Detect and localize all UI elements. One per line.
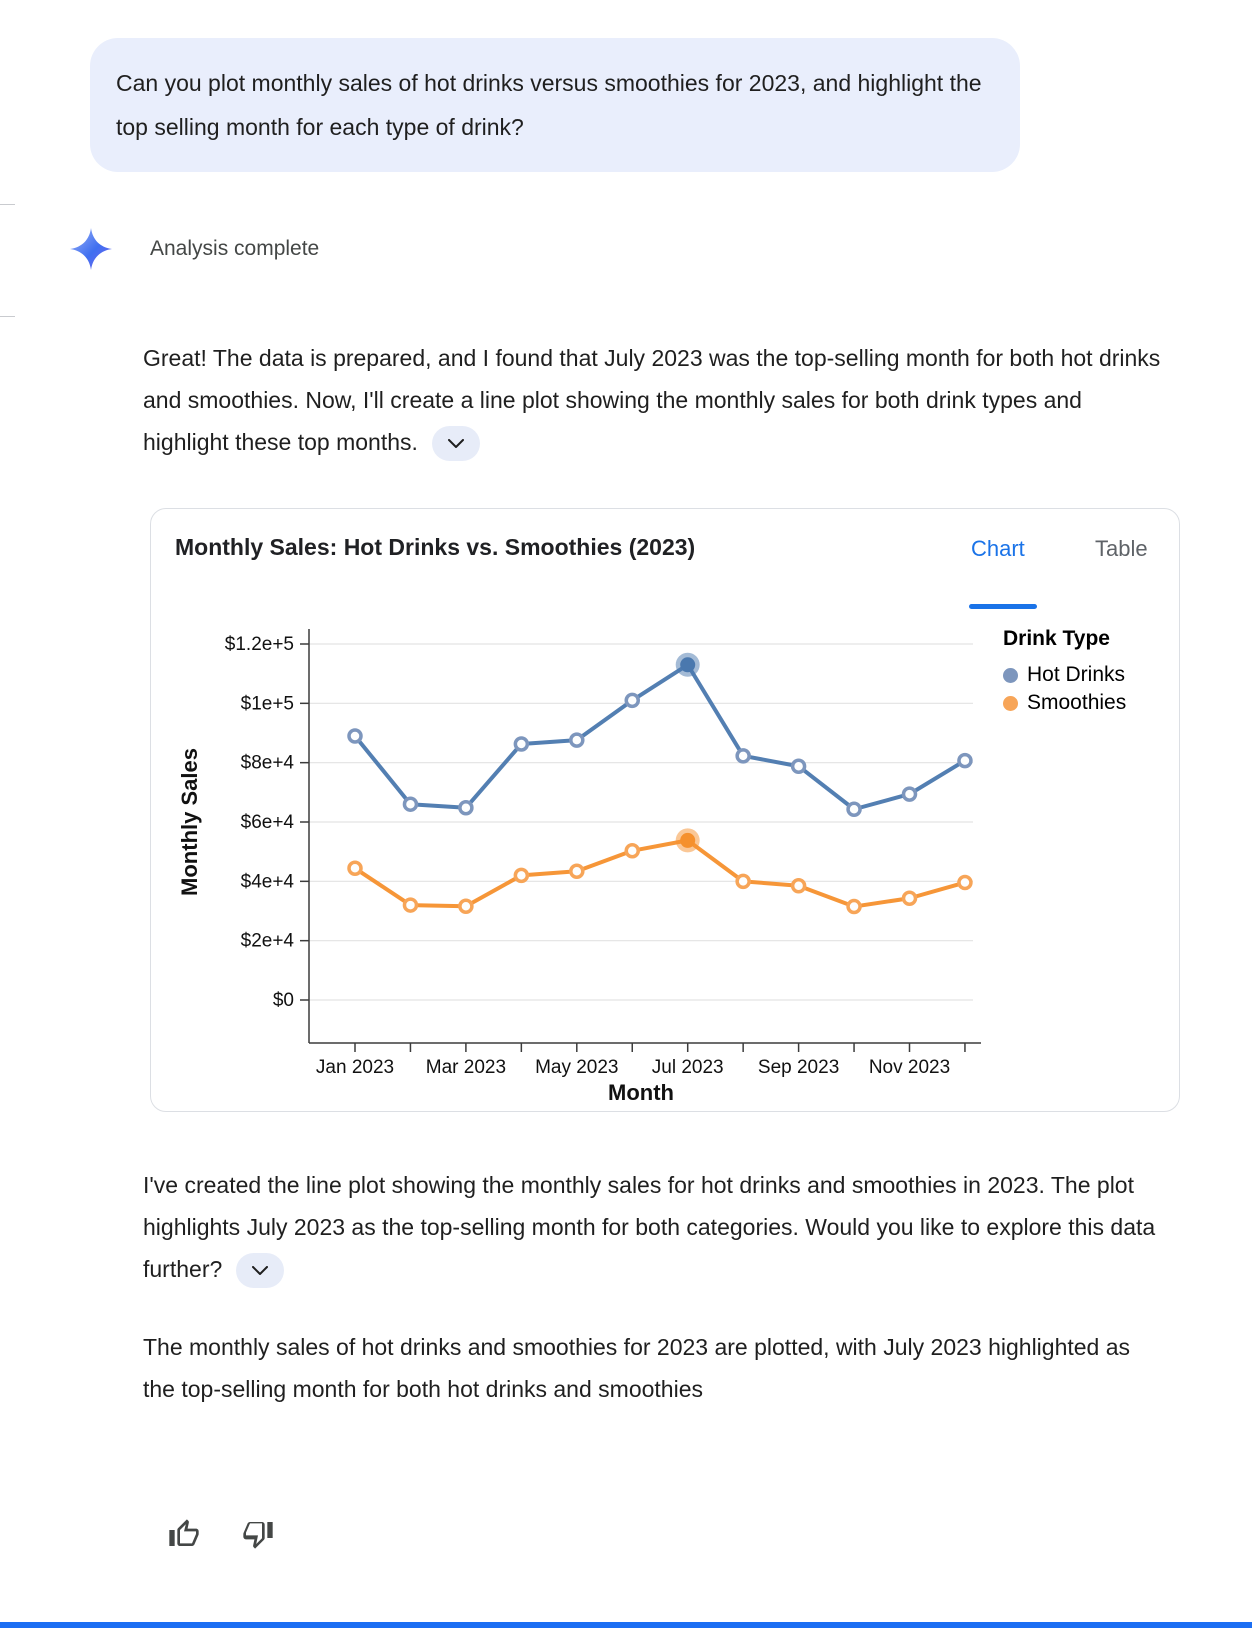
left-edge-divider <box>0 316 15 317</box>
tab-table[interactable]: Table <box>1095 536 1148 561</box>
assistant-result-text: I've created the line plot showing the monthly sales for hot drinks and smoothies in 2023. The plot highlights July 2023 as the top-selling month for both categories. Would you like to explore this data further? <box>143 1172 1156 1282</box>
svg-text:$4e+4: $4e+4 <box>240 871 294 893</box>
svg-text:Sep 2023: Sep 2023 <box>757 1057 840 1078</box>
user-message-text: Can you plot monthly sales of hot drinks versus smoothies for 2023, and highlight the top selling month for each type of drink? <box>116 70 982 140</box>
svg-text:Mar 2023: Mar 2023 <box>425 1057 507 1078</box>
svg-text:Jul 2023: Jul 2023 <box>651 1057 724 1078</box>
svg-text:$2e+4: $2e+4 <box>240 930 294 952</box>
svg-text:$0: $0 <box>272 990 294 1011</box>
bottom-accent-bar <box>0 1622 1252 1628</box>
user-message-bubble <box>90 38 1020 172</box>
chevron-down-icon <box>252 1266 268 1275</box>
svg-text:$8e+4: $8e+4 <box>240 752 294 774</box>
svg-text:Month: Month <box>608 1080 674 1105</box>
legend-label: Smoothies <box>1027 691 1127 714</box>
smoothies-dot-icon <box>1003 696 1018 711</box>
legend-item-hot-drinks[interactable] <box>1003 661 1126 689</box>
chart-card-title: Monthly Sales: Hot Drinks vs. Smoothies (2023) <box>175 534 696 560</box>
assistant-intro-paragraph <box>143 337 1165 463</box>
chart-card <box>150 508 1180 1112</box>
assistant-summary-paragraph <box>143 1326 1165 1410</box>
thumbs-up-button[interactable] <box>162 1512 206 1556</box>
assistant-result-paragraph <box>143 1164 1165 1290</box>
thumbs-down-icon <box>242 1518 274 1550</box>
chevron-down-icon <box>448 439 464 448</box>
svg-text:$1.2e+5: $1.2e+5 <box>224 634 294 655</box>
legend-item-smoothies[interactable] <box>1003 689 1126 717</box>
assistant-summary-text: The monthly sales of hot drinks and smoothies for 2023 are plotted, with July 2023 highlighted as the top-selling month for both hot drinks and smoothies <box>143 1334 1131 1402</box>
svg-text:Monthly Sales: Monthly Sales <box>177 748 202 896</box>
gemini-sparkle-icon <box>70 228 112 270</box>
svg-text:May 2023: May 2023 <box>535 1057 619 1078</box>
legend-title: Drink Type <box>1003 627 1110 650</box>
status-label: Analysis complete <box>150 237 320 260</box>
svg-text:$1e+5: $1e+5 <box>240 693 294 715</box>
expand-collapse-button[interactable] <box>432 426 480 461</box>
svg-text:Jan 2023: Jan 2023 <box>315 1057 395 1078</box>
expand-collapse-button[interactable] <box>236 1253 284 1288</box>
assistant-intro-text: Great! The data is prepared, and I found that July 2023 was the top-selling month for both hot drinks and smoothies. Now, I'll create a line plot showing the monthly sales for both drink types and highlight these top months. <box>143 345 1161 455</box>
chart-legend <box>1003 627 1126 717</box>
legend-label: Hot Drinks <box>1027 663 1126 686</box>
thumbs-down-button[interactable] <box>236 1512 280 1556</box>
hot-drinks-dot-icon <box>1003 668 1018 683</box>
thumbs-up-icon <box>168 1518 200 1550</box>
tab-chart[interactable]: Chart <box>971 536 1025 561</box>
svg-text:Nov 2023: Nov 2023 <box>868 1057 951 1078</box>
feedback-row <box>162 1512 280 1556</box>
svg-text:$6e+4: $6e+4 <box>240 812 294 833</box>
left-edge-divider <box>0 204 15 205</box>
